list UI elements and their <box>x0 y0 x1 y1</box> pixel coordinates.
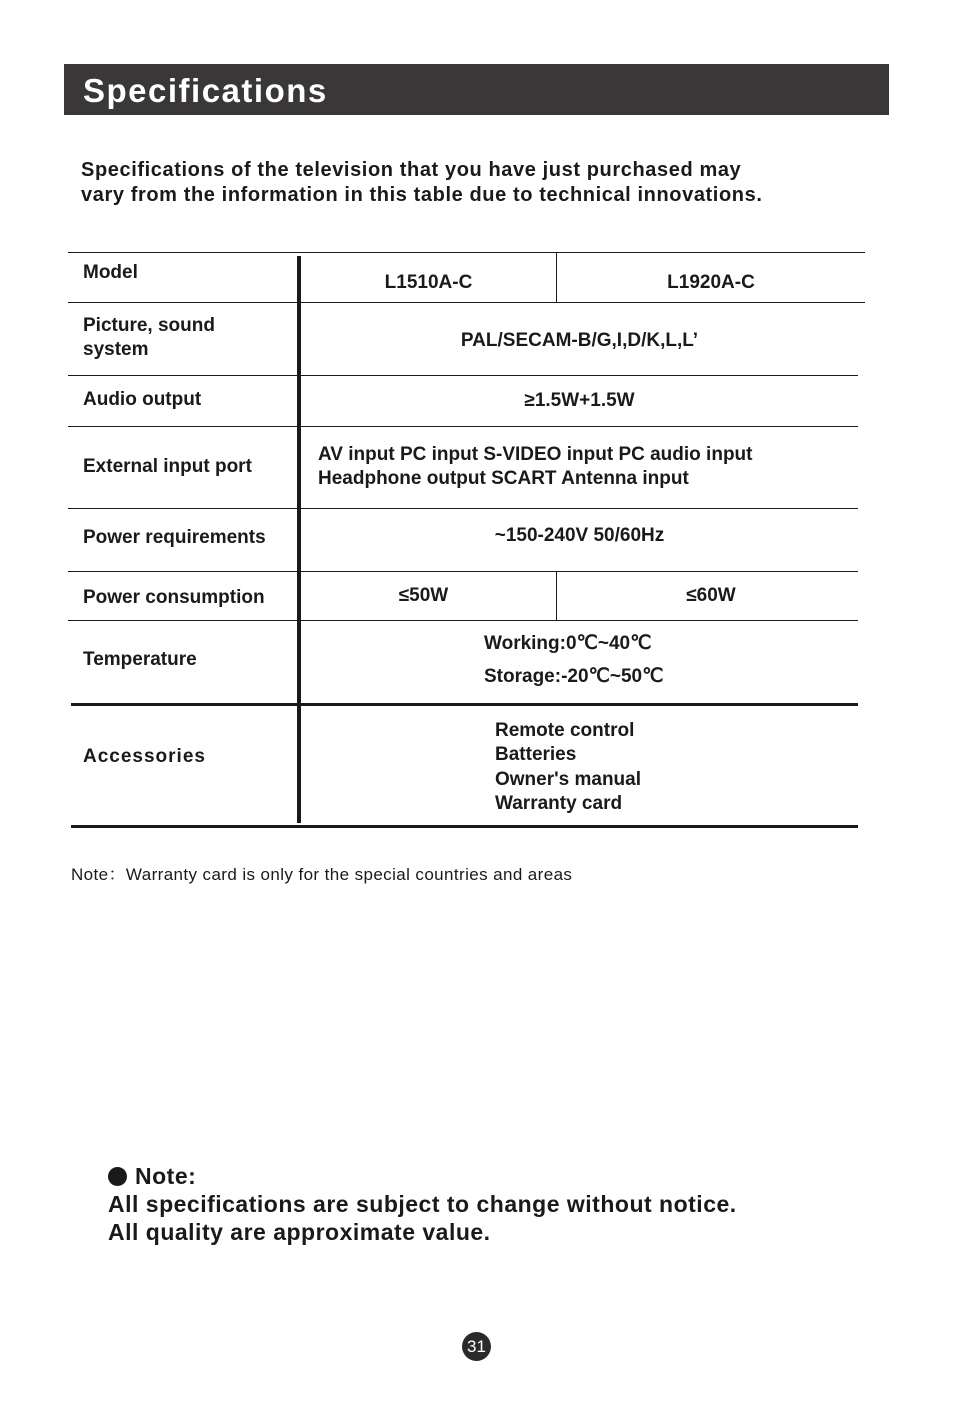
intro-line-1: Specifications of the television that you have just purchased may <box>81 159 742 181</box>
note-line-2: All quality are approximate value. <box>108 1219 491 1245</box>
accessory-item: Remote control <box>495 720 635 741</box>
row-divider <box>68 375 858 376</box>
page-title: Specifications <box>83 72 328 109</box>
external-input-line-1: AV input PC input S-VIDEO input PC audio input <box>318 444 753 465</box>
row-divider <box>68 302 865 303</box>
model-value-2: L1920A-C <box>667 272 755 293</box>
bottom-note <box>108 1162 737 1246</box>
label-external-input-port: External input port <box>83 456 252 477</box>
label-power-requirements: Power requirements <box>83 527 266 548</box>
accessory-item: Owner's manual <box>495 769 642 790</box>
row-divider <box>68 508 858 509</box>
audio-output-value: ≥1.5W+1.5W <box>524 390 635 411</box>
row-divider <box>68 620 858 621</box>
row-divider <box>68 571 858 572</box>
warranty-note: Note：Warranty card is only for the special countries and areas <box>71 865 573 884</box>
label-picture-sound-system <box>83 314 215 362</box>
temperature-storage: Storage:-20℃~50℃ <box>484 666 664 687</box>
intro-paragraph <box>81 158 881 208</box>
power-consumption-value-2: ≤60W <box>686 585 736 606</box>
model-value-1: L1510A-C <box>384 272 473 293</box>
table-top-border <box>68 252 865 253</box>
bullet-icon <box>108 1167 127 1186</box>
note-heading: Note: <box>135 1163 197 1189</box>
accessory-item: Batteries <box>495 744 577 765</box>
power-requirements-value: ~150-240V 50/60Hz <box>494 525 665 546</box>
table-bottom-border <box>71 825 858 828</box>
label-line: system <box>83 339 149 360</box>
temperature-working: Working:0℃~40℃ <box>484 633 652 654</box>
label-audio-output: Audio output <box>83 389 202 410</box>
label-line: Picture, sound <box>83 315 215 336</box>
label-temperature: Temperature <box>83 649 197 670</box>
power-consumption-value-1: ≤50W <box>398 585 449 606</box>
row-divider-thick <box>71 703 858 706</box>
picture-sound-value: PAL/SECAM-B/G,I,D/K,L,L’ <box>460 330 699 351</box>
label-model: Model <box>83 262 138 283</box>
section-header-bar <box>64 64 889 115</box>
note-line-1: All specifications are subject to change without notice. <box>108 1191 737 1217</box>
label-accessories: Accessories <box>83 746 206 767</box>
accessory-item: Warranty card <box>495 793 623 814</box>
intro-line-2: vary from the information in this table due to technical innovations. <box>81 184 763 206</box>
row-divider <box>68 426 858 427</box>
label-power-consumption: Power consumption <box>83 587 265 608</box>
page-number: 31 <box>462 1332 491 1361</box>
external-input-line-2: Headphone output SCART Antenna input <box>318 468 689 489</box>
